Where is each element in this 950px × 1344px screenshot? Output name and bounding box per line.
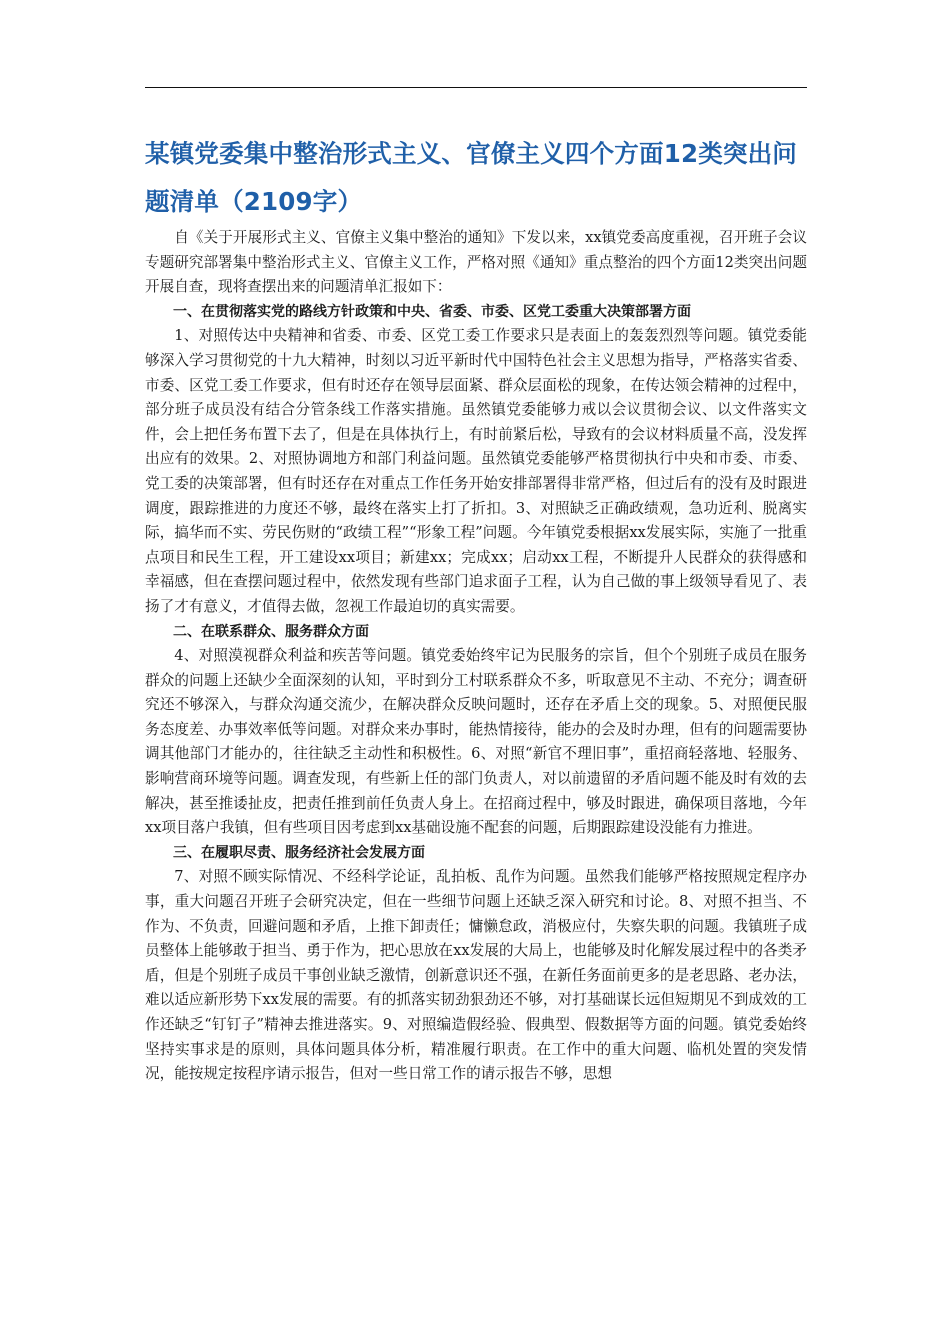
header-rule: [145, 87, 807, 88]
section-heading-3: 三、在履职尽责、服务经济社会发展方面: [173, 844, 425, 861]
section-heading-1: 一、在贯彻落实党的路线方针政策和中央、省委、市委、区党工委重大决策部署方面: [173, 303, 691, 320]
section-3-paragraph: 7、对照不顾实际情况、不经科学论证，乱拍板、乱作为问题。虽然我们能够严格按照规定程序办事，重大问题召开班子会研究决定，但在一些细节问题上还缺乏深入研究和讨论。8、对照不担当、不作为、不负责，回避问题和矛盾，上推下卸责任；慵懒怠政，消极应付，失察失职的问题。我镇班子成员整体上能够敢于担当、勇于作为，把心思放在xx发展的大局上，也能够及时化解发展过程中的各类矛盾，但是个别班子成员干事创业缺乏激情，创新意识还不强，在新任务面前更多的是老思路、老办法，难以适应新形势下xx发展的需要。有的抓落实韧劲狠劲还不够，对打基础谋长远但短期见不到成效的工作还缺乏“钉钉子”精神去推进落实。9、对照编造假经验、假典型、假数据等方面的问题。镇党委始终坚持实事求是的原则，具体问题具体分析，精准履行职责。在工作中的重大问题、临机处置的突发情况，能按规定按程序请示报告，但对一些日常工作的请示报告不够，思想: [145, 868, 807, 1083]
section-2-paragraph: 4、对照漠视群众利益和疾苦等问题。镇党委始终牢记为民服务的宗旨，但个个别班子成员在服务群众的问题上还缺少全面深刻的认知，平时到分工村联系群众不多，听取意见不主动、不充分；调查研究还不够深入，与群众沟通交流少，在解决群众反映问题时，还存在矛盾上交的现象。5、对照便民服务态度差、办事效率低等问题。对群众来办事时，能热情接待，能办的会及时办理，但有的问题需要协调其他部门才能办的，往往缺乏主动性和积极性。6、对照“新官不理旧事”，重招商轻落地、轻服务、影响营商环境等问题。调查发现，有些新上任的部门负责人，对以前遗留的矛盾问题不能及时有效的去解决，甚至推诿扯皮，把责任推到前任负责人身上。在招商过程中，够及时跟进，确保项目落地，今年xx项目落户我镇，但有些项目因考虑到xx基础设施不配套的问题，后期跟踪建设没能有力推进。: [145, 647, 807, 837]
intro-paragraph: 自《关于开展形式主义、官僚主义集中整治的通知》下发以来，xx镇党委高度重视，召开班子会议专题研究部署集中整治形式主义、官僚主义工作，严格对照《通知》重点整治的四个方面12类突出问题开展自查，现将查摆出来的问题清单汇报如下：: [145, 229, 807, 296]
section-1-paragraph: 1、对照传达中央精神和省委、市委、区党工委工作要求只是表面上的轰轰烈烈等问题。镇党委能够深入学习贯彻党的十九大精神，时刻以习近平新时代中国特色社会主义思想为指导，严格落实省委、市委、区党工委工作要求，但有时还存在领导层面紧、群众层面松的现象，在传达领会精神的过程中，部分班子成员没有结合分管条线工作落实措施。虽然镇党委能够力戒以会议贯彻会议、以文件落实文件，会上把任务布置下去了，但是在具体执行上，有时前紧后松，导致有的会议材料质量不高，没发挥出应有的效果。2、对照协调地方和部门利益问题。虽然镇党委能够严格贯彻执行中央和市委、市委、党工委的决策部署，但有时还存在对重点工作任务开始安排部署得非常严格，但过后有的没有及时跟进调度，跟踪推进的力度还不够，最终在落实上打了折扣。3、对照缺乏正确政绩观，急功近利、脱离实际，搞华而不实、劳民伤财的“政绩工程”“形象工程”问题。今年镇党委根据xx发展实际，实施了一批重点项目和民生工程，开工建设xx项目；新建xx；完成xx；启动xx工程，不断提升人民群众的获得感和幸福感，但在查摆问题过程中，依然发现有些部门追求面子工程，认为自己做的事上级领导看见了、表扬了才有意义，才值得去做，忽视工作最迫切的真实需要。: [145, 327, 807, 615]
section-heading-2: 二、在联系群众、服务群众方面: [173, 623, 369, 640]
document-title: 某镇党委集中整治形式主义、官僚主义四个方面12类突出问题清单（2109字）: [145, 139, 797, 216]
document-body: [145, 226, 807, 1087]
